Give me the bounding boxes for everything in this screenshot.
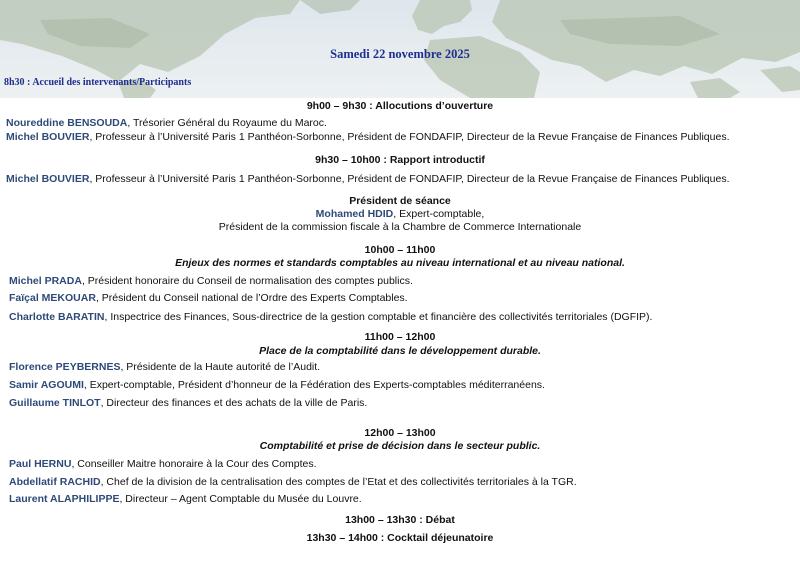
session1-time: 10h00 – 11h00 xyxy=(364,244,436,256)
chair-name: Mohamed HDID xyxy=(315,208,394,220)
speaker-role: , Président honoraire du Conseil de normalisation des comptes publics. xyxy=(81,275,413,287)
speaker-line xyxy=(9,493,362,506)
speaker-name: Samir AGOUMI xyxy=(9,379,84,391)
speaker-role: , Directeur – Agent Comptable du Musée du Louvre. xyxy=(119,493,362,505)
speaker-name: Abdellatif RACHID xyxy=(9,476,101,488)
speaker-line xyxy=(9,397,367,410)
speaker-line xyxy=(6,173,729,186)
speaker-role: , Professeur à l’Université Paris 1 Panthéon-Sorbonne, Président de FONDAFIP, Directeur de la Revue Française de Finances Publiques. xyxy=(89,131,730,143)
speaker-name: Guillaume TINLOT xyxy=(9,397,101,409)
event-date: Samedi 22 novembre 2025 xyxy=(330,47,470,61)
session2-theme: Place de la comptabilité dans le développement durable. xyxy=(259,345,541,357)
speaker-role: , Expert-comptable, Président d’honneur de la Fédération des Experts-comptables méditerranéens. xyxy=(83,379,545,391)
speaker-role: , Directeur des finances et des achats de la ville de Paris. xyxy=(100,397,368,409)
speaker-name: Michel BOUVIER xyxy=(6,131,90,143)
speaker-name: Faïçal MEKOUAR xyxy=(9,292,96,304)
speaker-line xyxy=(9,476,577,489)
chair-role-2: Président de la commission fiscale à la Chambre de Commerce Internationale xyxy=(218,221,582,233)
session1-theme: Enjeux des normes et standards comptables au niveau international et au niveau national. xyxy=(175,257,625,269)
speaker-line xyxy=(9,458,317,471)
speaker-line xyxy=(9,311,652,324)
speaker-name: Michel PRADA xyxy=(9,275,82,287)
cocktail-line: 13h30 – 14h00 : Cocktail déjeunatoire xyxy=(306,532,494,544)
opening-time-title: 9h00 – 9h30 : Allocutions d’ouverture xyxy=(306,100,494,112)
speaker-name: Noureddine BENSOUDA xyxy=(6,117,128,129)
chair-role: , Expert-comptable, xyxy=(393,208,485,220)
speaker-name: Paul HERNU xyxy=(9,458,72,470)
speaker-role: , Présidente de la Haute autorité de l’Audit. xyxy=(120,361,321,373)
speaker-name: Charlotte BARATIN xyxy=(9,311,105,323)
chair-title: Président de séance xyxy=(349,195,451,207)
speaker-role: , Président du Conseil national de l’Ordre des Experts Comptables. xyxy=(95,292,408,304)
speaker-line xyxy=(6,117,327,130)
speaker-role: , Professeur à l’Université Paris 1 Panthéon-Sorbonne, Président de FONDAFIP, Directeur de la Revue Française de Finances Publiques. xyxy=(89,173,730,185)
speaker-line xyxy=(9,379,545,392)
speaker-role: , Trésorier Général du Royaume du Maroc. xyxy=(127,117,327,129)
session3-time: 12h00 – 13h00 xyxy=(364,427,436,439)
speaker-line xyxy=(6,131,729,144)
speaker-role: , Conseiller Maitre honoraire à la Cour des Comptes. xyxy=(71,458,317,470)
speaker-line xyxy=(9,361,320,374)
speaker-name: Florence PEYBERNES xyxy=(9,361,121,373)
speaker-line xyxy=(9,275,413,288)
speaker-name: Laurent ALAPHILIPPE xyxy=(9,493,120,505)
session2-time: 11h00 – 12h00 xyxy=(364,331,436,343)
speaker-line xyxy=(9,292,408,305)
chair-line xyxy=(0,208,800,221)
speaker-role: , Inspectrice des Finances, Sous-directrice de la gestion comptable et financière des collectivités territoriales (DGFIP). xyxy=(104,311,653,323)
welcome-line: 8h30 : Accueil des intervenants/Participants xyxy=(4,77,192,88)
intro-time-title: 9h30 – 10h00 : Rapport introductif xyxy=(315,154,485,166)
debate-line: 13h00 – 13h30 : Débat xyxy=(345,514,455,526)
speaker-name: Michel BOUVIER xyxy=(6,173,90,185)
session3-theme: Comptabilité et prise de décision dans le secteur public. xyxy=(259,440,541,452)
speaker-role: , Chef de la division de la centralisation des comptes de l’Etat et des collectivités territoriales à la TGR. xyxy=(100,476,577,488)
